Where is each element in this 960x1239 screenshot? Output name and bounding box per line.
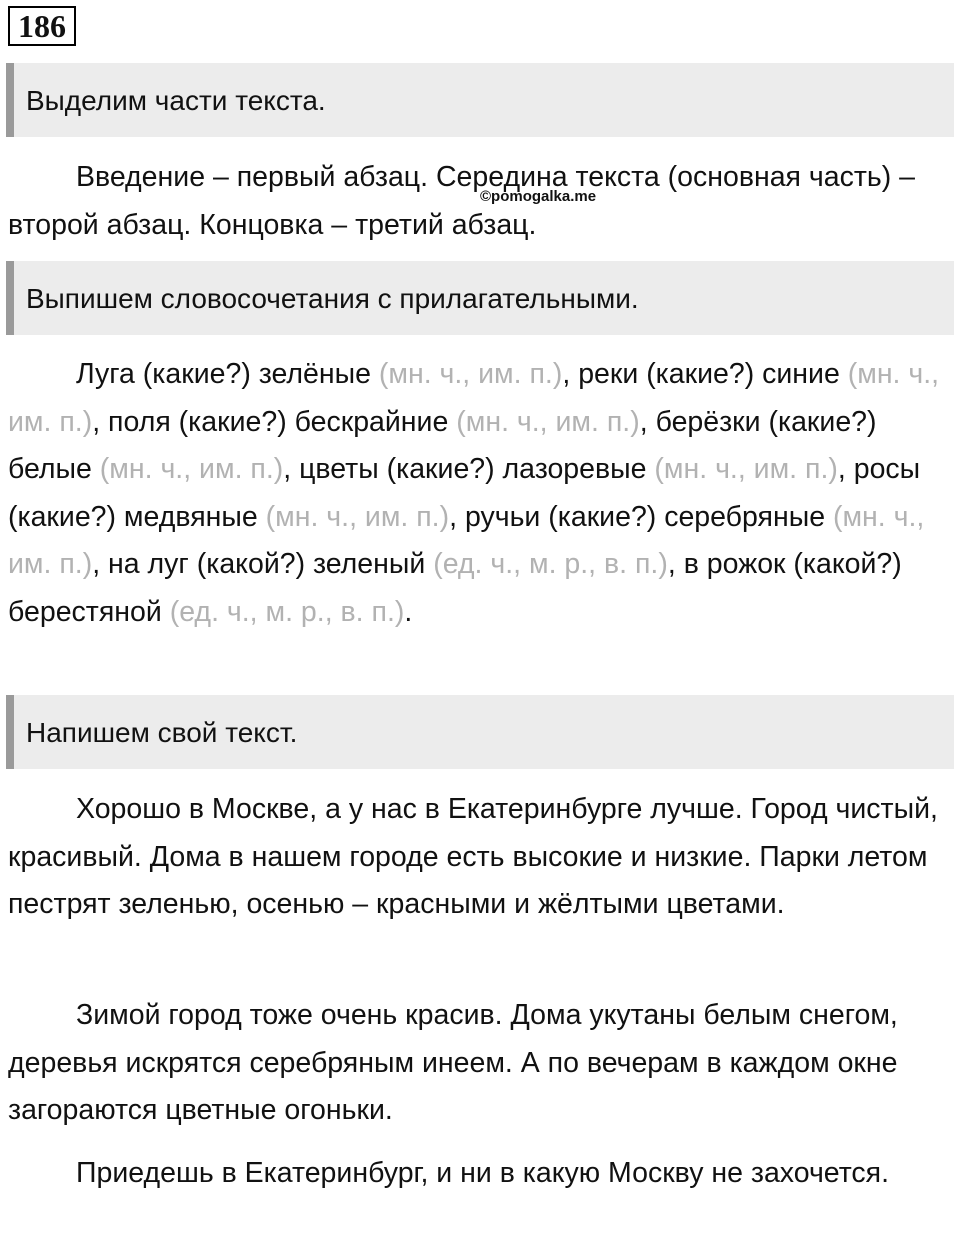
own-text-paragraph-3: Приедешь в Екатеринбург, и ни в какую Москву не захочется.	[76, 1157, 890, 1189]
phrase-text: на луг (какой?) зеленый	[108, 548, 434, 580]
phrase-text: берёзки (какие?) белые	[8, 405, 877, 485]
phrase-grammar-note: (мн. ч., им. п.)	[99, 453, 284, 485]
phrase-separator: ,	[639, 405, 656, 438]
own-text-paragraph-1: Хорошо в Москве, а у нас в Екатеринбурге лучше. Город чистый, красивый. Дома в нашем городе есть высокие и низкие. Парки летом пестрят зеленью, осенью – красными и жёлтыми цветами.	[8, 793, 938, 920]
watermark: ©pomogalka.me	[480, 188, 597, 205]
own-text-paragraph-2: Зимой город тоже очень красив. Дома укутаны белым снегом, деревья искрятся серебряным инеем. А по вечерам в каждом окне загораются цветные огоньки.	[8, 999, 898, 1126]
phrase-text: цветы (какие?) лазоревые	[299, 453, 655, 485]
phrase-text: росы (какие?) медвяные	[8, 453, 921, 533]
phrase-separator: .	[404, 595, 413, 628]
phrase-text: поля (какие?) бескрайние	[108, 405, 457, 438]
section-heading-own-text: Напишем свой текст.	[6, 695, 954, 769]
phrase-separator: ,	[562, 358, 579, 390]
phrases-paragraph	[8, 351, 952, 636]
phrase-grammar-note: (мн. ч., им. п.)	[654, 453, 838, 485]
phrase-text: реки (какие?) синие	[578, 358, 848, 390]
phrase-text: в рожок (какой?) берестяной	[8, 548, 902, 628]
phrase-grammar-note: (мн. ч., им. п.)	[265, 500, 450, 533]
phrase-grammar-note: (мн. ч., им. п.)	[8, 500, 925, 580]
phrase-text: Луга (какие?) зелёные	[76, 358, 379, 390]
section-heading-parts: Выделим части текста.	[6, 63, 954, 137]
phrase-text: ручьи (какие?) серебряные	[464, 500, 833, 533]
phrase-separator: ,	[667, 548, 684, 580]
phrase-separator: ,	[92, 548, 109, 580]
phrase-separator: ,	[283, 453, 300, 485]
phrase-grammar-note: (мн. ч., им. п.)	[456, 405, 640, 438]
section-heading-phrases: Выпишем словосочетания с прилагательными.	[6, 261, 954, 335]
phrase-separator: ,	[92, 405, 109, 438]
task-number: 186	[8, 6, 76, 46]
phrase-grammar-note: (ед. ч., м. р., в. п.)	[433, 548, 668, 580]
phrase-grammar-note: (мн. ч., им. п.)	[378, 358, 563, 390]
phrase-separator: ,	[449, 500, 465, 533]
phrase-grammar-note: (мн. ч., им. п.)	[8, 358, 940, 438]
phrase-separator: ,	[837, 453, 854, 485]
phrase-grammar-note: (ед. ч., м. р., в. п.)	[169, 595, 405, 628]
parts-paragraph: Введение – первый абзац. Середина текста (основная часть) – второй абзац. Концовка – третий абзац.	[8, 161, 916, 241]
